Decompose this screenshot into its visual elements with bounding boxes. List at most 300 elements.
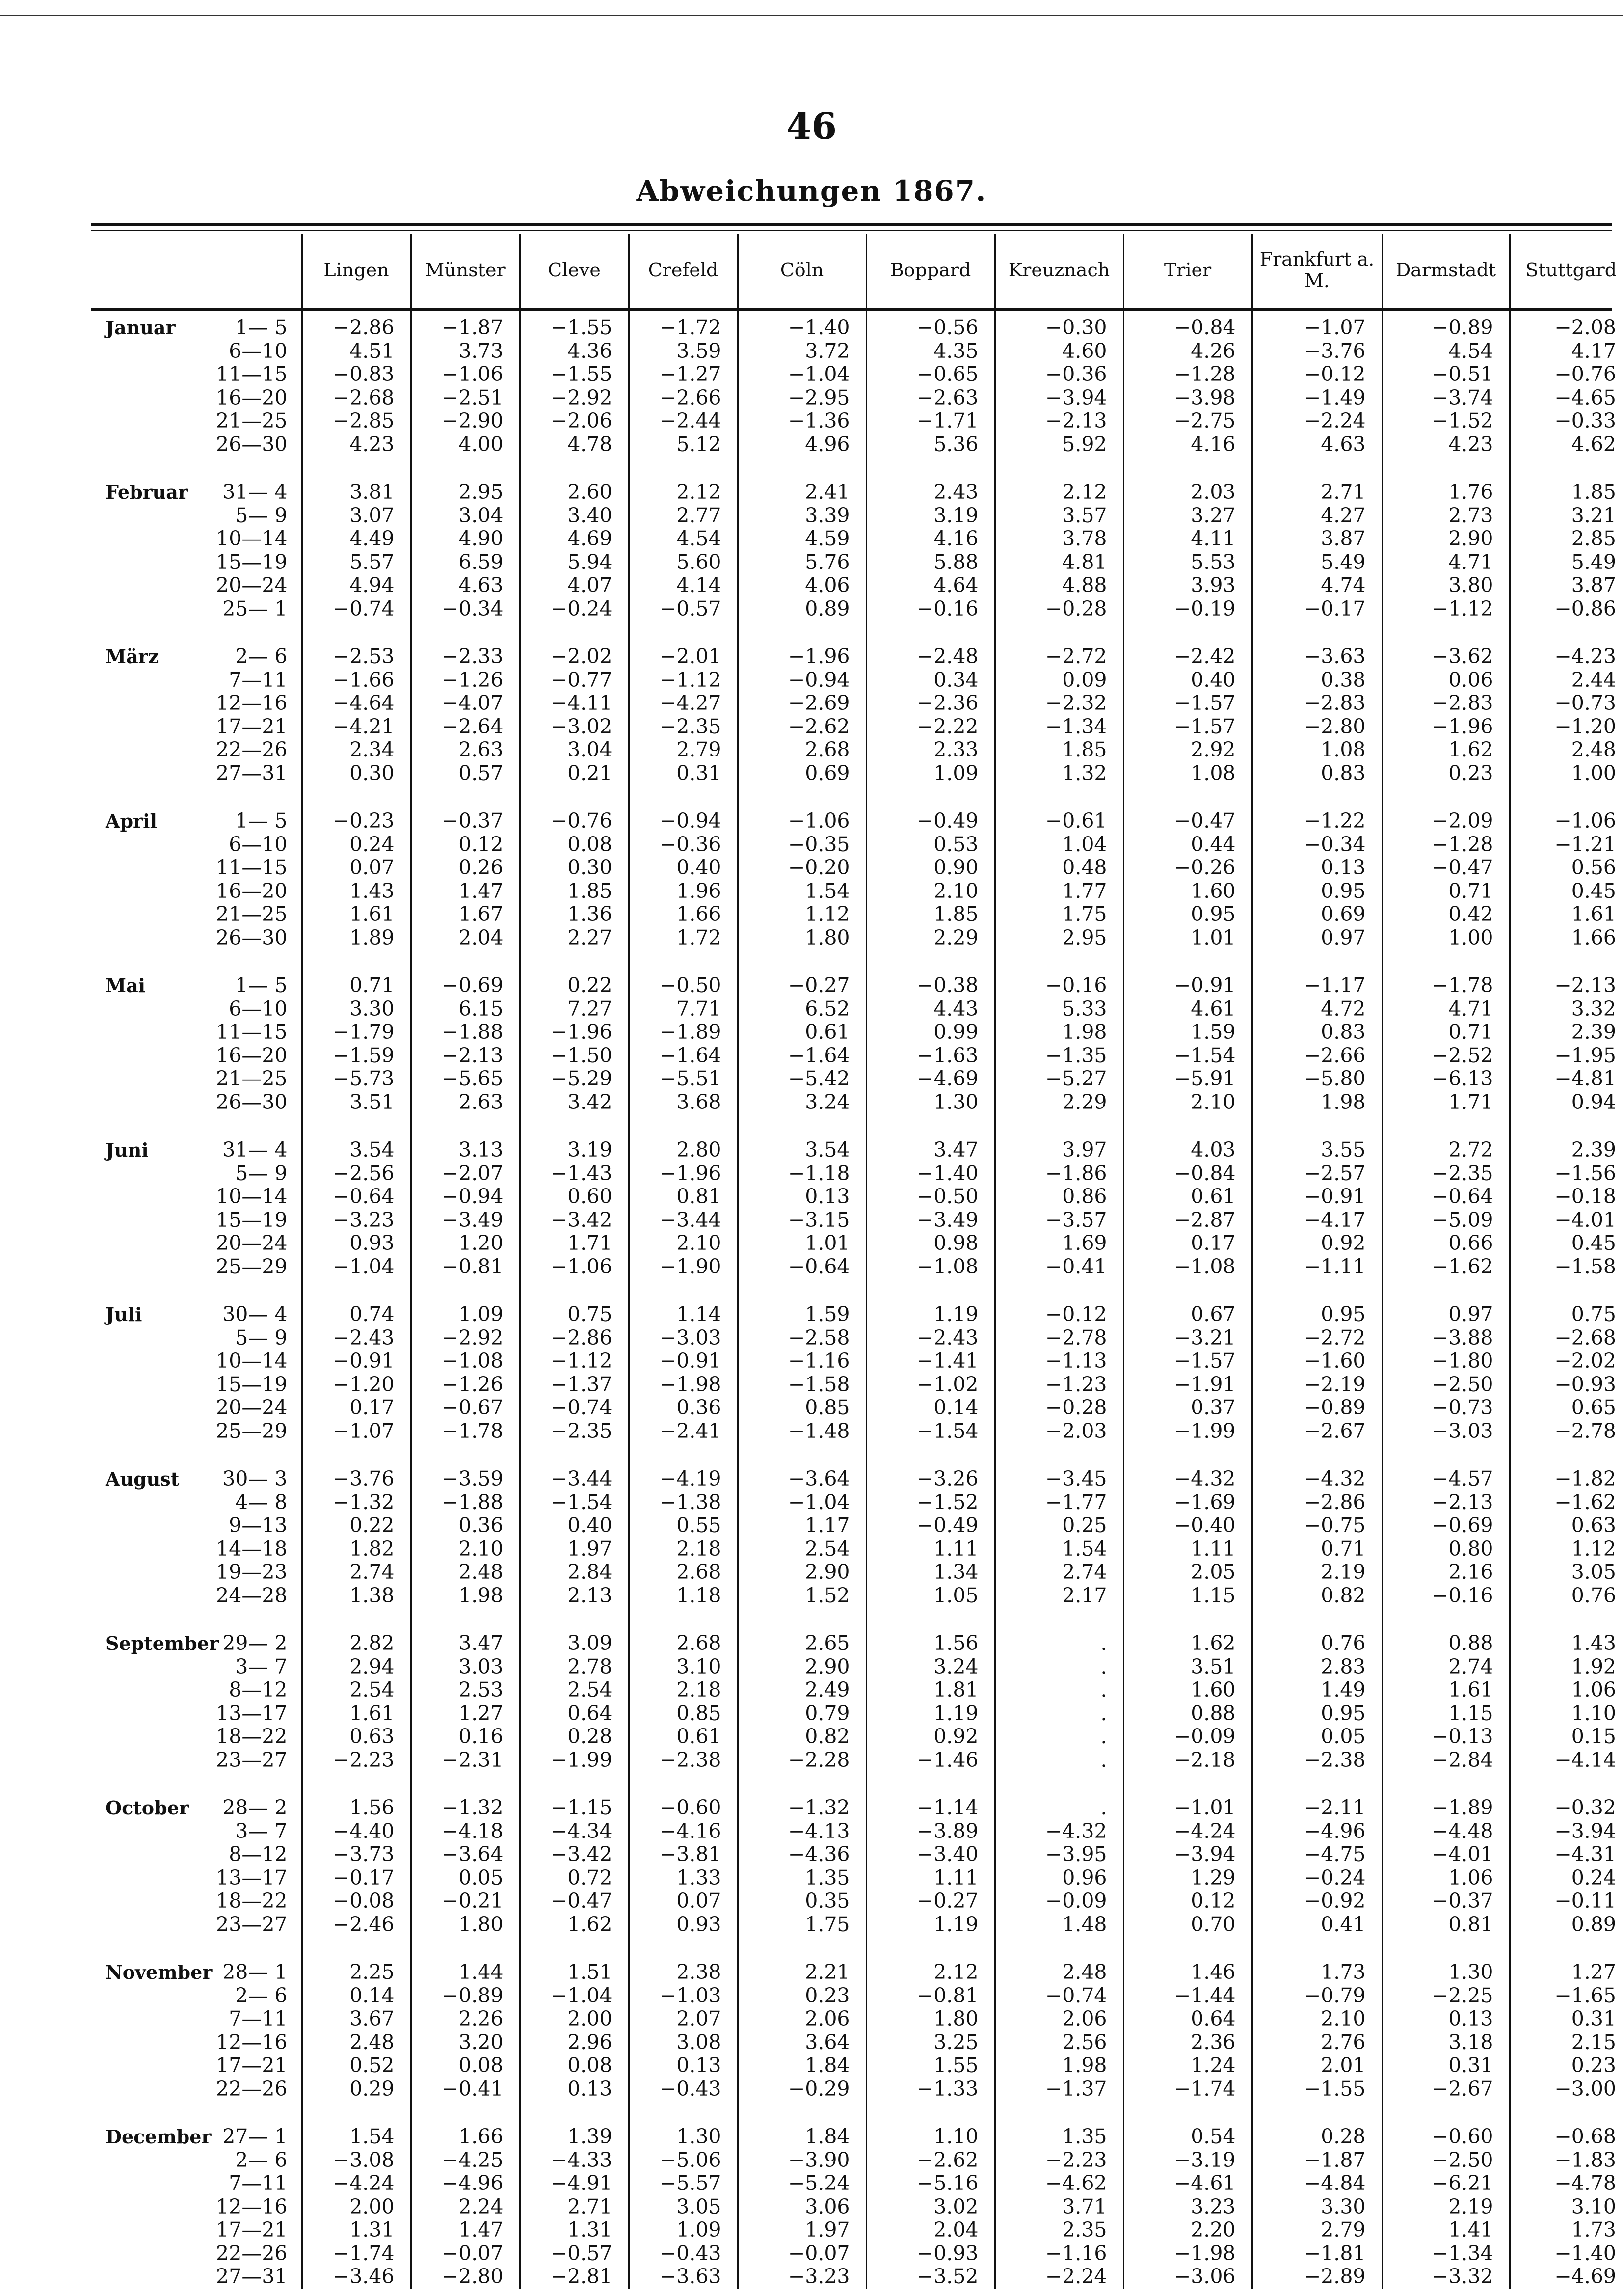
value-cell: −2.78	[1510, 1420, 1623, 1443]
value-cell: −1.62	[1382, 1255, 1510, 1279]
table-row	[91, 1067, 1623, 1091]
value-cell: −2.33	[411, 645, 520, 669]
value-cell: −0.49	[866, 810, 995, 833]
value-cell: −3.44	[629, 1209, 738, 1232]
value-cell: 4.71	[1382, 551, 1510, 574]
value-cell: 1.60	[1123, 1678, 1252, 1702]
value-cell: −1.60	[1252, 1350, 1382, 1373]
value-cell: −4.24	[302, 2172, 411, 2195]
value-cell: 4.59	[738, 527, 866, 551]
value-cell: −1.23	[995, 1373, 1123, 1397]
value-cell: 3.72	[738, 340, 866, 363]
value-cell: 6.52	[738, 998, 866, 1021]
spacer-cell	[629, 2101, 738, 2125]
value-cell: 0.44	[1123, 833, 1252, 857]
value-cell: −0.81	[866, 1984, 995, 2008]
value-cell: −3.94	[1510, 1820, 1623, 1843]
spacer-cell	[1123, 1607, 1252, 1632]
value-cell: 2.79	[629, 738, 738, 762]
spacer-cell	[302, 456, 411, 481]
value-cell: 4.63	[1252, 433, 1382, 457]
value-cell: −3.63	[1252, 645, 1382, 669]
value-cell: 0.08	[520, 833, 629, 857]
value-cell: 1.66	[629, 903, 738, 926]
value-cell: 4.26	[1123, 340, 1252, 363]
month-label: August	[106, 1468, 180, 1490]
table-row	[91, 481, 1623, 504]
day-range: 23—27	[216, 1748, 288, 1772]
value-cell: −1.37	[995, 2078, 1123, 2101]
value-cell: 1.66	[1510, 926, 1623, 950]
value-cell: 5.92	[995, 433, 1123, 457]
value-cell: −3.23	[302, 1209, 411, 1232]
spacer-row	[91, 1772, 1623, 1796]
day-range: 7—11	[229, 2171, 288, 2195]
value-cell: −0.23	[302, 810, 411, 833]
value-cell: −0.16	[866, 597, 995, 621]
month-label-empty	[91, 692, 209, 715]
value-cell: 0.97	[1252, 926, 1382, 950]
spacer-cell	[209, 1278, 302, 1303]
month-label-empty	[91, 2054, 209, 2078]
value-cell: 1.27	[411, 1702, 520, 1726]
table-row	[91, 1843, 1623, 1866]
value-cell: 1.06	[1382, 1866, 1510, 1890]
value-cell: −1.72	[629, 316, 738, 340]
value-cell: −4.69	[1510, 2265, 1623, 2289]
table-row	[91, 1138, 1623, 1162]
value-cell: 0.31	[1382, 2054, 1510, 2078]
month-label: Juli	[106, 1303, 142, 1325]
value-cell: 3.42	[520, 1091, 629, 1114]
value-cell: 1.62	[1123, 1632, 1252, 1655]
header-double-rule	[91, 223, 1612, 226]
value-cell: 0.13	[629, 2054, 738, 2078]
value-cell: 1.98	[411, 1584, 520, 1608]
value-cell: −3.21	[1123, 1326, 1252, 1350]
value-cell: 7.27	[520, 998, 629, 1021]
value-cell: −1.34	[995, 715, 1123, 739]
value-cell: 0.09	[995, 669, 1123, 692]
spacer-cell	[1252, 1114, 1382, 1138]
month-label-empty	[91, 856, 209, 880]
spacer-cell	[866, 949, 995, 974]
value-cell: 4.51	[302, 340, 411, 363]
value-cell: −0.92	[1252, 1890, 1382, 1913]
value-cell: −1.06	[520, 1255, 629, 1279]
value-cell: 0.56	[1510, 856, 1623, 880]
month-label-empty	[91, 2007, 209, 2031]
table-row	[91, 762, 1623, 785]
spacer-cell	[91, 1936, 209, 1961]
value-cell: −1.54	[866, 1420, 995, 1443]
value-cell: 1.73	[1510, 2218, 1623, 2242]
day-range: 22—26	[216, 2241, 288, 2265]
table-row	[91, 1326, 1623, 1350]
value-cell: 0.60	[520, 1185, 629, 1209]
table-row	[91, 551, 1623, 574]
value-cell: −1.87	[411, 316, 520, 340]
value-cell: −2.64	[411, 715, 520, 739]
value-cell: 2.03	[1123, 481, 1252, 504]
table-row	[91, 316, 1623, 340]
value-cell: 2.19	[1252, 1561, 1382, 1584]
spacer-cell	[411, 1772, 520, 1796]
month-label-empty	[91, 1067, 209, 1091]
month-label-empty	[91, 504, 209, 528]
value-cell: −4.75	[1252, 1843, 1382, 1866]
value-cell: −1.26	[411, 669, 520, 692]
spacer-cell	[1382, 1936, 1510, 1961]
value-cell: 1.12	[1510, 1538, 1623, 1561]
value-cell: 4.64	[866, 574, 995, 597]
value-cell: −3.42	[520, 1843, 629, 1866]
table-row	[91, 1820, 1623, 1843]
value-cell: 2.21	[738, 1961, 866, 1984]
spacer-cell	[866, 1278, 995, 1303]
value-cell: 2.79	[1252, 2218, 1382, 2242]
spacer-cell	[995, 1936, 1123, 1961]
value-cell: 4.49	[302, 527, 411, 551]
value-cell: 4.78	[520, 433, 629, 457]
spacer-cell	[738, 785, 866, 810]
value-cell: −1.40	[738, 316, 866, 340]
value-cell: 3.54	[302, 1138, 411, 1162]
value-cell: −3.23	[738, 2265, 866, 2289]
value-cell: −0.74	[995, 1984, 1123, 2008]
value-cell: −0.73	[1510, 692, 1623, 715]
spacer-cell	[302, 1772, 411, 1796]
spacer-cell	[209, 1772, 302, 1796]
value-cell: 1.61	[302, 903, 411, 926]
month-label-empty	[91, 1514, 209, 1538]
day-range: 8—12	[229, 1678, 288, 1702]
value-cell: −5.80	[1252, 1067, 1382, 1091]
day-range: 4— 8	[235, 1490, 288, 1514]
table-row	[91, 1866, 1623, 1890]
spacer-cell	[995, 1278, 1123, 1303]
spacer-cell	[1123, 1772, 1252, 1796]
header-corner	[91, 234, 302, 307]
spacer-cell	[91, 456, 209, 481]
value-cell: 5.88	[866, 551, 995, 574]
spacer-cell	[209, 1443, 302, 1467]
value-cell: −1.26	[411, 1373, 520, 1397]
table-row	[91, 1185, 1623, 1209]
spacer-cell	[1382, 949, 1510, 974]
value-cell: 2.06	[995, 2007, 1123, 2031]
value-cell: −5.16	[866, 2172, 995, 2195]
value-cell: 0.83	[1252, 762, 1382, 785]
value-cell: 0.22	[520, 974, 629, 998]
value-cell: 4.72	[1252, 998, 1382, 1021]
value-cell: 1.38	[302, 1584, 411, 1608]
table-row	[91, 527, 1623, 551]
value-cell: −5.57	[629, 2172, 738, 2195]
day-range: 8—12	[229, 1842, 288, 1866]
spacer-cell	[411, 1114, 520, 1138]
value-cell: −2.03	[995, 1420, 1123, 1443]
value-cell: −0.73	[1382, 1396, 1510, 1420]
value-cell: −0.74	[520, 1396, 629, 1420]
month-label-empty	[91, 833, 209, 857]
value-cell: −3.42	[520, 1209, 629, 1232]
value-cell: −2.42	[1123, 645, 1252, 669]
value-cell: −0.93	[866, 2242, 995, 2266]
value-cell: −2.78	[995, 1326, 1123, 1350]
value-cell: 1.39	[520, 2125, 629, 2149]
value-cell: 1.54	[738, 880, 866, 903]
value-cell: 0.75	[1510, 1303, 1623, 1326]
day-range: 25—29	[216, 1419, 288, 1443]
value-cell: 1.59	[1123, 1021, 1252, 1044]
value-cell: 1.46	[1123, 1961, 1252, 1984]
value-cell: −2.66	[629, 386, 738, 410]
value-cell: 0.22	[302, 1514, 411, 1538]
value-cell: 3.71	[995, 2195, 1123, 2219]
value-cell: 2.44	[1510, 669, 1623, 692]
value-cell: 1.75	[995, 903, 1123, 926]
spacer-cell	[1252, 1607, 1382, 1632]
month-label-empty	[91, 527, 209, 551]
value-cell: 1.72	[629, 926, 738, 950]
value-cell: 2.56	[995, 2031, 1123, 2054]
value-cell: −1.20	[1510, 715, 1623, 739]
value-cell: 0.70	[1123, 1913, 1252, 1937]
spacer-cell	[995, 456, 1123, 481]
spacer-cell	[209, 1607, 302, 1632]
value-cell: −0.64	[302, 1185, 411, 1209]
table-row	[91, 2218, 1623, 2242]
value-cell: −2.67	[1382, 2078, 1510, 2101]
spacer-cell	[411, 1443, 520, 1467]
value-cell: 4.07	[520, 574, 629, 597]
value-cell: −3.94	[1123, 1843, 1252, 1866]
value-cell: −1.98	[1123, 2242, 1252, 2266]
value-cell: −1.99	[520, 1749, 629, 1772]
month-label-empty	[91, 363, 209, 386]
value-cell: −4.91	[520, 2172, 629, 2195]
value-cell: −1.35	[995, 1044, 1123, 1068]
month-label-empty	[91, 433, 209, 457]
table-row	[91, 409, 1623, 433]
value-cell: −2.28	[738, 1749, 866, 1772]
value-cell: 0.82	[1252, 1584, 1382, 1608]
value-cell: −0.67	[411, 1396, 520, 1420]
value-cell: 1.15	[1382, 1702, 1510, 1726]
value-cell: 0.40	[1123, 669, 1252, 692]
value-cell: 0.85	[738, 1396, 866, 1420]
spacer-cell	[1382, 1443, 1510, 1467]
value-cell: 1.98	[995, 1021, 1123, 1044]
value-cell: 0.17	[1123, 1232, 1252, 1255]
value-cell: 1.35	[995, 2125, 1123, 2149]
value-cell: −4.19	[629, 1467, 738, 1491]
table-row	[91, 1632, 1623, 1655]
value-cell: 1.17	[738, 1514, 866, 1538]
value-cell: −2.63	[866, 386, 995, 410]
value-cell: −2.18	[1123, 1749, 1252, 1772]
month-label-empty	[91, 2242, 209, 2266]
value-cell: −1.40	[1510, 2242, 1623, 2266]
value-cell: 0.52	[302, 2054, 411, 2078]
month-label: Januar	[106, 317, 176, 339]
value-cell: 1.62	[520, 1913, 629, 1937]
value-cell: 0.05	[1252, 1725, 1382, 1749]
day-range: 7—11	[229, 2007, 288, 2030]
day-range: 12—16	[216, 2194, 288, 2218]
value-cell: 2.74	[995, 1561, 1123, 1584]
column-header: Darmstadt	[1382, 234, 1510, 307]
value-cell: −4.62	[995, 2172, 1123, 2195]
value-cell: 1.84	[738, 2054, 866, 2078]
value-cell: 0.54	[1123, 2125, 1252, 2149]
day-range: 19—23	[216, 1560, 288, 1584]
table-row	[91, 856, 1623, 880]
spacer-cell	[411, 1607, 520, 1632]
value-cell: 1.20	[411, 1232, 520, 1255]
value-cell: 3.73	[411, 340, 520, 363]
value-cell: −0.07	[738, 2242, 866, 2266]
spacer-cell	[1123, 1443, 1252, 1467]
value-cell: 0.12	[411, 833, 520, 857]
value-cell: 1.30	[1382, 1961, 1510, 1984]
value-cell: 1.69	[995, 1232, 1123, 1255]
spacer-cell	[738, 1607, 866, 1632]
table-row	[91, 2172, 1623, 2195]
value-cell: 3.87	[1252, 527, 1382, 551]
value-cell: 2.33	[866, 738, 995, 762]
table-row	[91, 597, 1623, 621]
value-cell: −0.57	[629, 597, 738, 621]
day-range: 12—16	[216, 2030, 288, 2054]
value-cell: −1.78	[411, 1420, 520, 1443]
value-cell: 0.81	[629, 1185, 738, 1209]
day-range: 6—10	[229, 339, 288, 363]
value-cell: −0.47	[520, 1890, 629, 1913]
value-cell: 2.83	[1252, 1655, 1382, 1679]
value-cell: −4.16	[629, 1820, 738, 1843]
value-cell: 3.10	[1510, 2195, 1623, 2219]
value-cell: −2.13	[1382, 1491, 1510, 1514]
value-cell: −2.48	[866, 645, 995, 669]
value-cell: 1.31	[302, 2218, 411, 2242]
value-cell: −4.69	[866, 1067, 995, 1091]
value-cell: −1.14	[866, 1796, 995, 1820]
month-label: April	[106, 810, 157, 832]
value-cell: 4.81	[995, 551, 1123, 574]
value-cell: −1.79	[302, 1021, 411, 1044]
month-label-empty	[91, 1866, 209, 1890]
spacer-cell	[91, 2101, 209, 2125]
value-cell: −0.28	[995, 1396, 1123, 1420]
value-cell: −3.64	[411, 1843, 520, 1866]
value-cell: 2.53	[411, 1678, 520, 1702]
page-number: 46	[786, 106, 837, 148]
value-cell: 0.07	[302, 856, 411, 880]
value-cell: 1.04	[995, 833, 1123, 857]
table-row	[91, 1796, 1623, 1820]
value-cell: 0.26	[411, 856, 520, 880]
day-range: 27— 1	[222, 2125, 288, 2148]
value-cell: 0.88	[1123, 1702, 1252, 1726]
value-cell: −2.32	[995, 692, 1123, 715]
value-cell: −1.71	[866, 409, 995, 433]
value-cell: 0.14	[866, 1396, 995, 1420]
value-cell: 4.94	[302, 574, 411, 597]
value-cell: −4.11	[520, 692, 629, 715]
value-cell: −2.80	[411, 2265, 520, 2289]
spacer-cell	[1123, 307, 1252, 316]
column-header: Cöln	[738, 234, 866, 307]
value-cell: −1.36	[738, 409, 866, 433]
value-cell: 0.93	[629, 1913, 738, 1937]
day-range: 14—18	[216, 1537, 288, 1561]
value-cell: −2.69	[738, 692, 866, 715]
value-cell: 1.18	[629, 1584, 738, 1608]
month-label-empty	[91, 1162, 209, 1186]
value-cell: −1.64	[738, 1044, 866, 1068]
value-cell: 2.15	[1510, 2031, 1623, 2054]
value-cell: 1.12	[738, 903, 866, 926]
value-cell: 0.06	[1382, 669, 1510, 692]
spacer-cell	[629, 949, 738, 974]
month-label-empty	[91, 1044, 209, 1068]
value-cell: −0.37	[411, 810, 520, 833]
value-cell: −1.77	[995, 1491, 1123, 1514]
spacer-cell	[1382, 307, 1510, 316]
value-cell: 2.12	[629, 481, 738, 504]
month-label: Juni	[106, 1139, 149, 1161]
value-cell: −1.55	[520, 316, 629, 340]
month-label-empty	[91, 2149, 209, 2172]
month-label-empty	[91, 715, 209, 739]
value-cell: 1.27	[1510, 1961, 1623, 1984]
spacer-cell	[209, 307, 302, 316]
day-range: 10—14	[216, 1349, 288, 1373]
value-cell: 2.48	[995, 1961, 1123, 1984]
day-range: 26—30	[216, 1090, 288, 1114]
value-cell: 1.09	[866, 762, 995, 785]
value-cell: −2.83	[1382, 692, 1510, 715]
value-cell: 1.47	[411, 880, 520, 903]
spacer-cell	[995, 1772, 1123, 1796]
value-cell: 3.51	[1123, 1655, 1252, 1679]
table-row	[91, 504, 1623, 528]
value-cell: −0.75	[1252, 1514, 1382, 1538]
value-cell: 3.40	[520, 504, 629, 528]
value-cell: −1.13	[995, 1350, 1123, 1373]
spacer-cell	[520, 1114, 629, 1138]
value-cell: 3.05	[629, 2195, 738, 2219]
value-cell: −1.82	[1510, 1467, 1623, 1491]
spacer-cell	[1123, 456, 1252, 481]
value-cell: −4.31	[1510, 1843, 1623, 1866]
spacer-cell	[302, 949, 411, 974]
value-cell: −2.13	[411, 1044, 520, 1068]
value-cell: −4.40	[302, 1820, 411, 1843]
spacer-cell	[302, 621, 411, 645]
value-cell: −0.11	[1510, 1890, 1623, 1913]
value-cell: 2.68	[738, 738, 866, 762]
value-cell: 1.29	[1123, 1866, 1252, 1890]
value-cell: −0.84	[1123, 1162, 1252, 1186]
value-cell: −1.32	[302, 1491, 411, 1514]
month-label-empty	[91, 1396, 209, 1420]
value-cell: −1.96	[738, 645, 866, 669]
value-cell: 4.23	[302, 433, 411, 457]
value-cell: 2.74	[302, 1561, 411, 1584]
